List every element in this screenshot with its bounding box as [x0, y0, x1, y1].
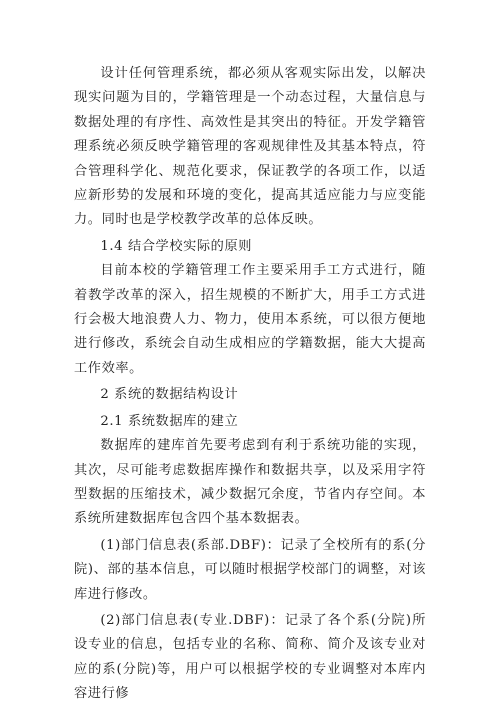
paragraph-department-table: (1)部门信息表(系部.DBF)：记录了全校所有的系(分院)、部的基本信息，可以随时根据学校部门的调整，对该库进行修改。 — [74, 537, 426, 602]
paragraph-database-build: 数据库的建库首先要考虑到有利于系统功能的实现，其次，尽可能考虑数据库操作和数据共享，以及采用字符型数据的压缩技术，减少数据冗余度，节省内存空间。本系统所建数据库包含四个基本数据表。 — [74, 438, 426, 527]
document-page — [74, 62, 426, 707]
section-heading-2: 2 系统的数据结构设计 — [100, 387, 239, 403]
paragraph-school-practice: 目前本校的学籍管理工作主要采用手工方式进行，随着教学改革的深入，招生规模的不断扩大，用手工方式进行会极大地浪费人力、物力，使用本系统，可以很方便地进行修改，系统会自动生成相应的学籍数据，能大大提高工作效率。 — [74, 263, 426, 376]
section-heading-2-1: 2.1 系统数据库的建立 — [100, 413, 239, 429]
section-heading-1-4: 1.4 结合学校实际的原则 — [100, 238, 253, 254]
paragraph-major-table: (2)部门信息表(专业.DBF)：记录了各个系(分院)所设专业的信息，包括专业的名称、简称、简介及该专业对应的系(分院)等，用户可以根据学校的专业调整对本库内容进行修 — [74, 612, 426, 702]
paragraph-system-design: 设计任何管理系统，都必须从客观实际出发，以解决现实问题为目的，学籍管理是一个动态过程，大量信息与数据处理的有序性、高效性是其突出的特征。开发学籍管理系统必须反映学籍管理的客观规律性及其基本特点，符合管理科学化、规范化要求，保证教学的各项工作，以适应新形势的发展和环境的变化，提高其适应能力与应变能力。同时也是学校教学改革的总体反映。 — [74, 66, 426, 228]
